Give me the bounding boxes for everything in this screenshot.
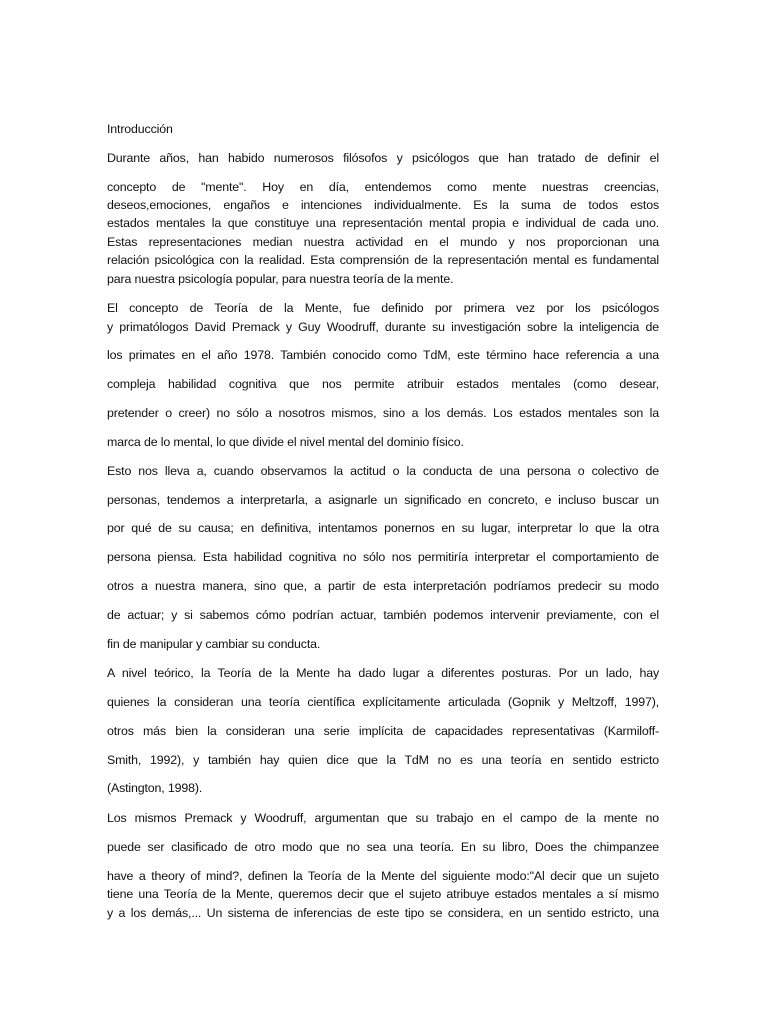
- text-line: fin de manipular y cambiar su conducta.: [107, 637, 321, 651]
- text-line: otros a nuestra manera, sino que, a partir de esta interpretación podríamos predecir su modo: [107, 579, 659, 593]
- text-line: Durante años, han habido numerosos filósofos y psicólogos que han tratado de definir el: [107, 151, 659, 165]
- text-line: persona piensa. Esta habilidad cognitiva no sólo nos permitiría interpretar el comportamiento de: [107, 550, 659, 564]
- text-line: tiene una Teoría de la Mente, queremos decir que el sujeto atribuye estados mentales a sí mismo: [107, 887, 659, 901]
- text-line: have a theory of mind?, definen la Teoría de la Mente del siguiente modo:"Al decir que un sujeto: [107, 869, 659, 883]
- text-line: concepto de "mente". Hoy en día, entendemos como mente nuestras creencias,: [107, 180, 659, 194]
- text-line: para nuestra psicología popular, para nuestra teoría de la mente.: [107, 272, 454, 286]
- text-line: personas, tendemos a interpretarla, a asignarle un significado en concreto, e incluso buscar un: [107, 493, 659, 507]
- text-line: A nivel teórico, la Teoría de la Mente ha dado lugar a diferentes posturas. Por un lado, hay: [107, 666, 659, 680]
- text-line: deseos,emociones, engaños e intenciones individualmente. Es la suma de todos estos: [107, 198, 659, 212]
- text-line: otros más bien la consideran una serie implícita de capacidades representativas (Karmiloff-: [107, 724, 659, 738]
- text-line: y a los demás,... Un sistema de inferencias de este tipo se considera, en un sentido estricto, una: [107, 906, 659, 920]
- text-line: por qué de su causa; en definitiva, intentamos ponernos en su lugar, interpretar lo que la otra: [107, 521, 659, 535]
- text-line: marca de lo mental, lo que divide el nivel mental del dominio físico.: [107, 435, 464, 449]
- text-line: de actuar; y si sabemos cómo podrían actuar, también podemos intervenir previamente, con el: [107, 608, 659, 622]
- text-line: Estas representaciones median nuestra actividad en el mundo y nos proporcionan una: [107, 235, 659, 249]
- text-line: Esto nos lleva a, cuando observamos la actitud o la conducta de una persona o colectivo de: [107, 464, 659, 478]
- text-line: estados mentales la que constituye una representación mental propia e individual de cada uno.: [107, 216, 659, 230]
- text-line: relación psicológica con la realidad. Esta comprensión de la representación mental es fundamental: [107, 253, 659, 267]
- text-line: El concepto de Teoría de la Mente, fue definido por primera vez por los psicólogos: [107, 301, 659, 315]
- text-line: los primates en el año 1978. También conocido como TdM, este término hace referencia a una: [107, 348, 659, 362]
- text-line: Los mismos Premack y Woodruff, argumentan que su trabajo en el campo de la mente no: [107, 811, 659, 825]
- text-line: quienes la consideran una teoría científica explícitamente articulada (Gopnik y Meltzoff, 1997),: [107, 695, 659, 709]
- text-line: (Astington, 1998).: [107, 781, 203, 795]
- heading: Introducción: [107, 122, 173, 136]
- text-line: puede ser clasificado de otro modo que no sea una teoría. En su libro, Does the chimpanzee: [107, 840, 659, 854]
- text-line: Smith, 1992), y también hay quien dice que la TdM no es una teoría en sentido estricto: [107, 753, 659, 767]
- text-line: y primatólogos David Premack y Guy Woodruff, durante su investigación sobre la inteligencia de: [107, 320, 659, 334]
- text-line: pretender o creer) no sólo a nosotros mismos, sino a los demás. Los estados mentales son la: [107, 406, 659, 420]
- text-line: compleja habilidad cognitiva que nos permite atribuir estados mentales (como desear,: [107, 377, 659, 391]
